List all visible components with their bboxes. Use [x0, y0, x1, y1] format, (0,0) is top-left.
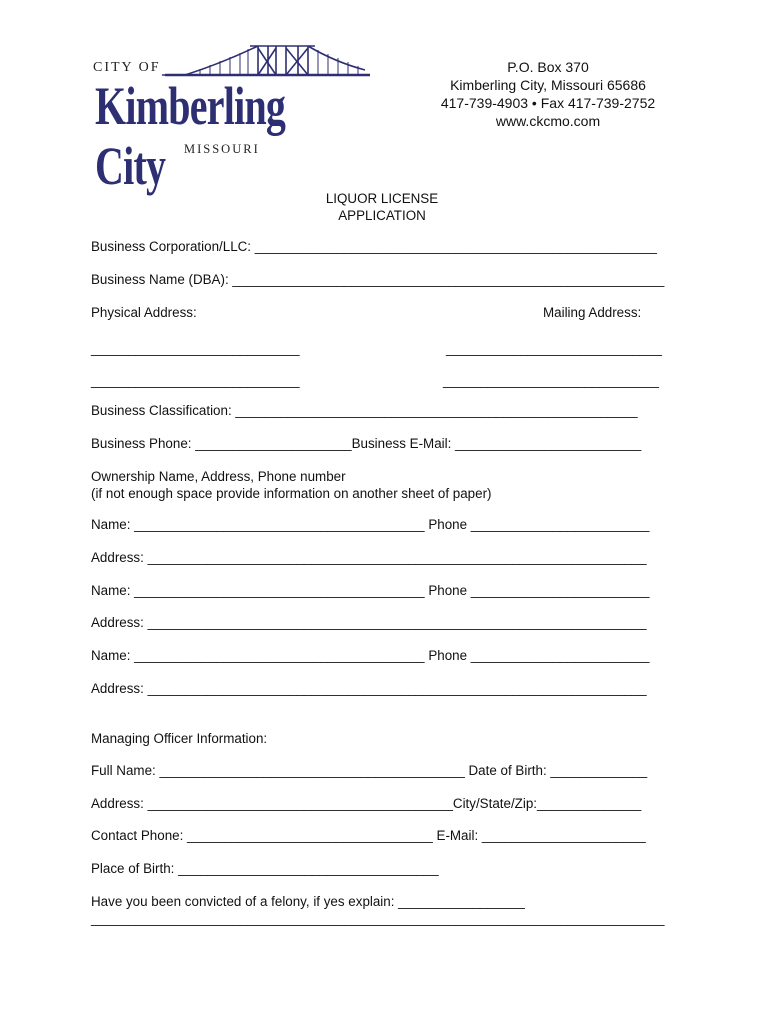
contact-phone-email-field[interactable]: Contact Phone: _________________________________ E-Mail: ______________________: [91, 828, 646, 843]
felony-question-field[interactable]: Have you been convicted of a felony, if yes explain: _________________: [91, 894, 525, 909]
logo-state: MISSOURI: [184, 142, 260, 156]
business-corporation-field[interactable]: Business Corporation/LLC: ______________________________________________________: [91, 239, 657, 254]
kimberling-city-logo: [90, 42, 380, 196]
officer-address-field[interactable]: Address: _________________________________________City/State/Zip:______________: [91, 796, 642, 811]
owner-3-name-phone-field[interactable]: Name: _______________________________________ Phone ________________________: [91, 648, 650, 663]
form-title-line2: APPLICATION: [338, 208, 426, 223]
contact-block: [420, 58, 676, 130]
owner-1-address-field[interactable]: Address: ___________________________________________________________________: [91, 550, 647, 565]
full-name-dob-field[interactable]: Full Name: _________________________________________ Date of Birth: _____________: [91, 763, 648, 778]
website: www.ckcmo.com: [495, 113, 601, 129]
felony-explanation-line[interactable]: _____________________________________________________________________________: [91, 911, 665, 926]
ownership-note: (if not enough space provide information on another sheet of paper): [91, 486, 492, 501]
mailing-address-line-1[interactable]: _____________________________: [446, 341, 662, 356]
ownership-heading: Ownership Name, Address, Phone number: [91, 469, 346, 484]
phone-fax: 417-739-4903 • Fax 417-739-2752: [440, 95, 656, 111]
business-phone-email-field[interactable]: Business Phone: _____________________Business E-Mail: _________________________: [91, 436, 642, 451]
owner-2-address-field[interactable]: Address: ___________________________________________________________________: [91, 615, 647, 630]
owner-3-address-field[interactable]: Address: ___________________________________________________________________: [91, 681, 647, 696]
form-title: [262, 190, 502, 224]
owner-2-name-phone-field[interactable]: Name: _______________________________________ Phone ________________________: [91, 583, 650, 598]
owner-1-name-phone-field[interactable]: Name: _______________________________________ Phone ________________________: [91, 517, 650, 532]
mailing-address-label: Mailing Address:: [543, 305, 642, 320]
business-classification-field[interactable]: Business Classification: ______________________________________________________: [91, 403, 638, 418]
physical-address-label: Physical Address:: [91, 305, 197, 320]
city-state-zip: Kimberling City, Missouri 65686: [450, 77, 646, 93]
logo-city-name: Kimberling City: [95, 76, 286, 196]
business-name-field[interactable]: Business Name (DBA): __________________________________________________________: [91, 272, 665, 287]
managing-officer-heading: Managing Officer Information:: [91, 731, 268, 746]
physical-address-line-2[interactable]: ____________________________: [91, 373, 300, 388]
po-box: P.O. Box 370: [507, 59, 589, 75]
place-of-birth-field[interactable]: Place of Birth: ___________________________________: [91, 861, 439, 876]
form-title-line1: LIQUOR LICENSE: [325, 191, 439, 206]
mailing-address-line-2[interactable]: _____________________________: [443, 373, 659, 388]
physical-address-line-1[interactable]: ____________________________: [91, 341, 300, 356]
logo-city-of: CITY OF: [93, 60, 161, 75]
